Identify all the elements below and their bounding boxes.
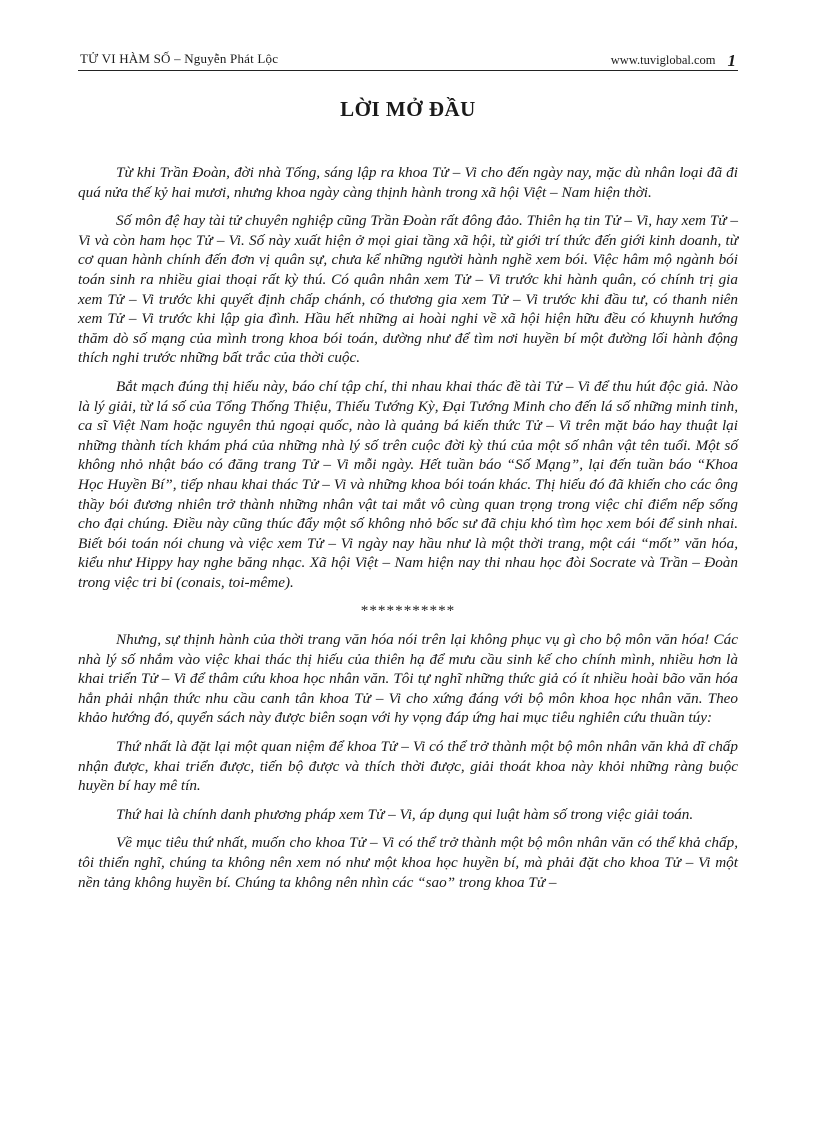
- paragraph-2: Số môn đệ hay tài tử chuyên nghiệp cũng Trần Đoàn rất đông đảo. Thiên hạ tin Tử – Vi, hay xem Tử – Vi và còn ham học Tử – Vi. Số này xuất hiện ở mọi giai tầng xã hội, từ giới trí thức đến giới kinh doanh, từ cơ quan hành chính đến đơn vị quân sự, chưa kể những người hành nghề xem bói. Việc hâm mộ ngành bói toán sinh ra nhiều giai thoại rất kỳ thú. Có quân nhân xem Tử – Vi trước khi hành quân, có chính trị gia xem Tử – Vi trước khi quyết định chấp chánh, có thương gia xem Tử – Vi trước khi đầu tư, có thanh niên xem Tử – Vi trước khi lập gia đình. Hầu hết những ai hoài nghi về xã hội hiện hữu đều có khuynh hướng thăm dò số mạng của mình trong khoa bói toán, dường như để tìm nơi huyền bí một đường lối hành động thích nghi trước những bất trắc của thời cuộc.: [78, 212, 738, 367]
- paragraph-5: Thứ nhất là đặt lại một quan niệm để khoa Tử – Vi có thể trở thành một bộ môn nhân văn khả dĩ chấp nhận được, khai triển được, tiến bộ được và thích thời được, giải thoát khoa này khỏi những ràng buộc huyền bí hay mê tín.: [78, 738, 738, 795]
- page-number: 1: [727, 51, 736, 70]
- paragraph-7: Về mục tiêu thứ nhất, muốn cho khoa Tử – Vi có thể trở thành một bộ môn nhân văn có thể khả chấp, tôi thiển nghĩ, chúng ta không nên xem nó như một khoa học huyền bí, mà phải đặt cho khoa Tử – Vi một nền tảng không huyền bí. Chúng ta không nên nhìn các “sao” trong khoa Tử –: [78, 834, 738, 891]
- page-title: LỜI MỞ ĐẦU: [340, 97, 476, 121]
- document-body: [78, 163, 738, 901]
- paragraph-1: Từ khi Trần Đoàn, đời nhà Tống, sáng lập ra khoa Tử – Vi cho đến ngày nay, mặc dù nhân loại đã đi quá nửa thế kỷ hai mươi, nhưng khoa ngày càng thịnh hành trong xã hội Việt – Nam hiện thời.: [78, 164, 738, 201]
- paragraph-3: Bắt mạch đúng thị hiếu này, báo chí tập chí, thi nhau khai thác đề tài Tử – Vi để thu hút độc giả. Nào là lý giải, từ lá số của Tổng Thống Thiệu, Thiếu Tướng Kỳ, Đại Tướng Minh cho đến lá số những minh tinh, ca sĩ Việt Nam hoặc nguyên thủ ngoại quốc, nào là quảng bá kiến thức Tử – Vi trên mặt báo hay thuật lại những thành tích khám phá của những nhà lý số trên cuộc đời kỳ thú của một số nhân vật tên tuổi. Một số không nhỏ nhật báo có đăng trang Tử – Vi mỗi ngày. Hết tuần báo “Số Mạng”, lại đến tuần báo “Khoa Học Huyền Bí”, tiếp nhau khai thác Tử – Vi và những khoa bói toán khác. Thị hiếu đó đã khiến cho các ông thầy bói đương nhiên trở thành những nhân vật tai mắt vô cùng quan trọng trong việc chỉ điểm nếp sống cho đại chúng. Điều này cũng thúc đẩy một số không nhỏ bốc sư đã chịu khó tìm học xem bói để sinh nhai. Biết bói toán nói chung và việc xem Tử – Vi ngày nay hầu như là một thời trang, một cái “mốt” văn hóa, kiểu như Hippy hay nghe băng nhạc. Xã hội Việt – Nam hiện nay thi nhau học đòi Socrate và Trần – Đoàn trong việc tri bỉ (conais, toi-même).: [78, 377, 738, 591]
- book-title: TỬ VI HÀM SỐ – Nguyễn Phát Lộc: [80, 51, 279, 66]
- website-link[interactable]: www.tuviglobal.com: [610, 53, 716, 67]
- header-right: [611, 50, 736, 69]
- running-header: [78, 50, 738, 71]
- section-divider: ***********: [360, 602, 456, 620]
- paragraph-4: Nhưng, sự thịnh hành của thời trang văn hóa nói trên lại không phục vụ gì cho bộ môn văn hóa! Các nhà lý số nhắm vào việc khai thác thị hiếu của thiên hạ để mưu cầu sinh kế cho chính mình, nhiều hơn là khai triển Tử – Vi để thâm cứu khoa học nhân văn. Tôi tự nghĩ những thức giả có ít nhiều hoài bão văn hóa hẳn phải nhận thức nhu cầu canh tân khoa Tử – Vi cho xứng đáng với bộ môn khoa học nhân văn. Theo khảo hướng đó, quyển sách này được biên soạn với hy vọng đáp ứng hai mục tiêu nghiên cứu thuần túy:: [78, 631, 738, 727]
- paragraph-6: Thứ hai là chính danh phương pháp xem Tử – Vi, áp dụng qui luật hàm số trong việc giải toán.: [116, 805, 694, 823]
